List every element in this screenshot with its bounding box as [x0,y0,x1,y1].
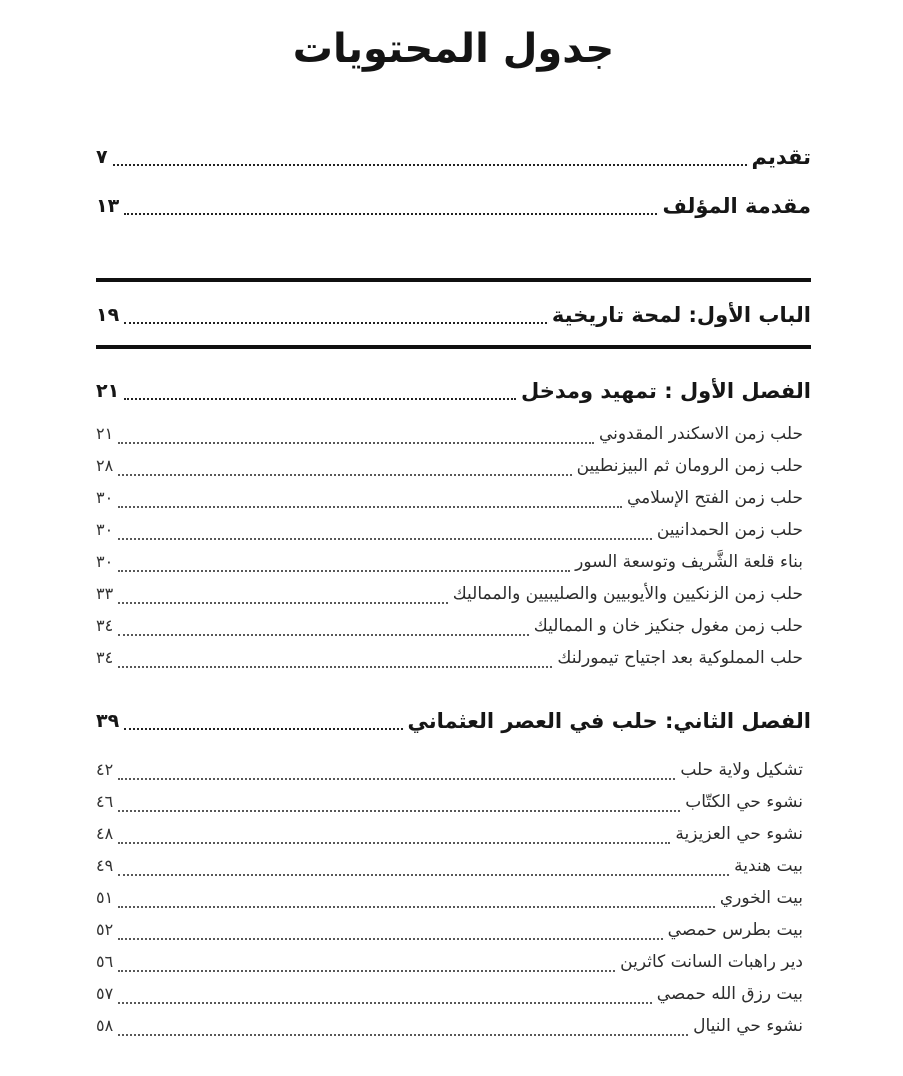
toc-entry-label: بيت بطرس حمصي [667,920,803,940]
toc-entry-label: حلب زمن الفتح الإسلامي [627,488,803,508]
toc-row [96,786,811,818]
dot-leader [124,213,657,215]
toc-entry-label: حلب المملوكية بعد اجتياح تيمورلنك [557,648,803,668]
toc-entry-page: ٣٤ [96,648,114,667]
toc-entry-page: ٥١ [96,888,114,907]
dot-leader [118,602,448,604]
toc-entry-label: بيت الخوري [719,888,803,908]
toc-entry-label: مقدمة المؤلف [662,194,811,218]
toc-row [96,882,811,914]
toc-entry-page: ٣٠ [96,552,114,571]
toc-entry-label: نشوء حي العزيزية [675,824,803,844]
toc-entry-label: حلب زمن الرومان ثم البيزنطيين [576,456,803,476]
toc-entry-label: تشكيل ولاية حلب [680,760,803,780]
toc-entry-page: ٣٠ [96,520,114,539]
toc-row [96,482,811,514]
dot-leader [118,634,529,636]
toc-entry-page: ٥٦ [96,952,114,971]
dot-leader [124,728,402,730]
toc-entry-label: نشوء حي النيال [693,1016,803,1036]
toc-row-part [96,298,811,332]
bottom-divider [96,345,811,349]
dot-leader [124,322,547,324]
toc-row [96,546,811,578]
toc-entry-page: ٥٨ [96,1016,114,1035]
toc-row [96,914,811,946]
toc-entry-page: ٢١ [96,424,114,443]
toc-entry-page: ٤٩ [96,856,114,875]
toc-entry-label: نشوء حي الكتّاب [685,792,803,812]
dot-leader [118,874,729,876]
toc-row [96,418,811,450]
toc-row [96,818,811,850]
toc-entry-page: ٣٩ [96,710,120,732]
toc-row [96,189,811,223]
toc-entry-page: ٧ [96,146,108,168]
page-title: جدول المحتويات [292,26,615,72]
toc-entry-label: الباب الأول: لمحة تاريخية [551,303,811,327]
dot-leader [118,1002,652,1004]
toc-row [96,514,811,546]
dot-leader [118,442,594,444]
dot-leader [118,506,622,508]
toc-entry-page: ٤٨ [96,824,114,843]
toc-entry-label: حلب زمن الزنكيين والأيوبيين والصليبيين والمماليك [452,584,803,604]
toc-row-chapter-1 [96,374,811,408]
dot-leader [113,164,747,166]
toc-entry-label: حلب زمن الاسكندر المقدوني [599,424,803,444]
toc-entry-label: الفصل الأول : تمهيد ومدخل [521,379,811,403]
top-divider [96,278,811,282]
dot-leader [118,906,715,908]
toc-row [96,946,811,978]
toc-entry-page: ٤٦ [96,792,114,811]
toc-entry-label: بيت رزق الله حمصي [656,984,803,1004]
dot-leader [118,778,675,780]
dot-leader [118,1034,688,1036]
toc-entry-label: حلب زمن الحمدانيين [656,520,803,540]
toc-entry-label: الفصل الثاني: حلب في العصر العثماني [407,709,811,733]
toc-row [96,578,811,610]
dot-leader [118,938,662,940]
toc-row-chapter-2 [96,704,811,738]
toc-entry-page: ٣٣ [96,584,114,603]
toc-entry-page: ٥٧ [96,984,114,1003]
toc-entry-page: ٥٢ [96,920,114,939]
front-matter-section [96,140,811,223]
part-one-block [96,278,811,349]
dot-leader [118,666,552,668]
toc-entry-page: ٣٠ [96,488,114,507]
toc-entry-page: ٤٢ [96,760,114,779]
dot-leader [118,570,570,572]
toc-row [96,978,811,1010]
toc-row [96,610,811,642]
toc-row [96,754,811,786]
toc-entry-page: ٣٤ [96,616,114,635]
toc-entry-page: ١٩ [96,304,120,326]
toc-entry-label: بيت هندية [734,856,803,876]
dot-leader [124,398,516,400]
toc-row [96,140,811,174]
toc-entry-label: تقديم [751,145,811,169]
toc-entry-page: ٢٨ [96,456,114,475]
toc-row [96,850,811,882]
toc-entry-label: دير راهبات السانت كاثرين [620,952,803,972]
toc-entry-page: ٢١ [96,380,120,402]
toc-row [96,450,811,482]
toc-entry-page: ١٣ [96,195,120,217]
toc-row [96,642,811,674]
dot-leader [118,970,615,972]
dot-leader [118,842,670,844]
toc-entry-label: بناء قلعة الشَّريف وتوسعة السور [575,552,803,572]
dot-leader [118,810,680,812]
dot-leader [118,474,571,476]
toc-entry-label: حلب زمن مغول جنكيز خان و المماليك [533,616,803,636]
dot-leader [118,538,652,540]
toc-row [96,1010,811,1042]
